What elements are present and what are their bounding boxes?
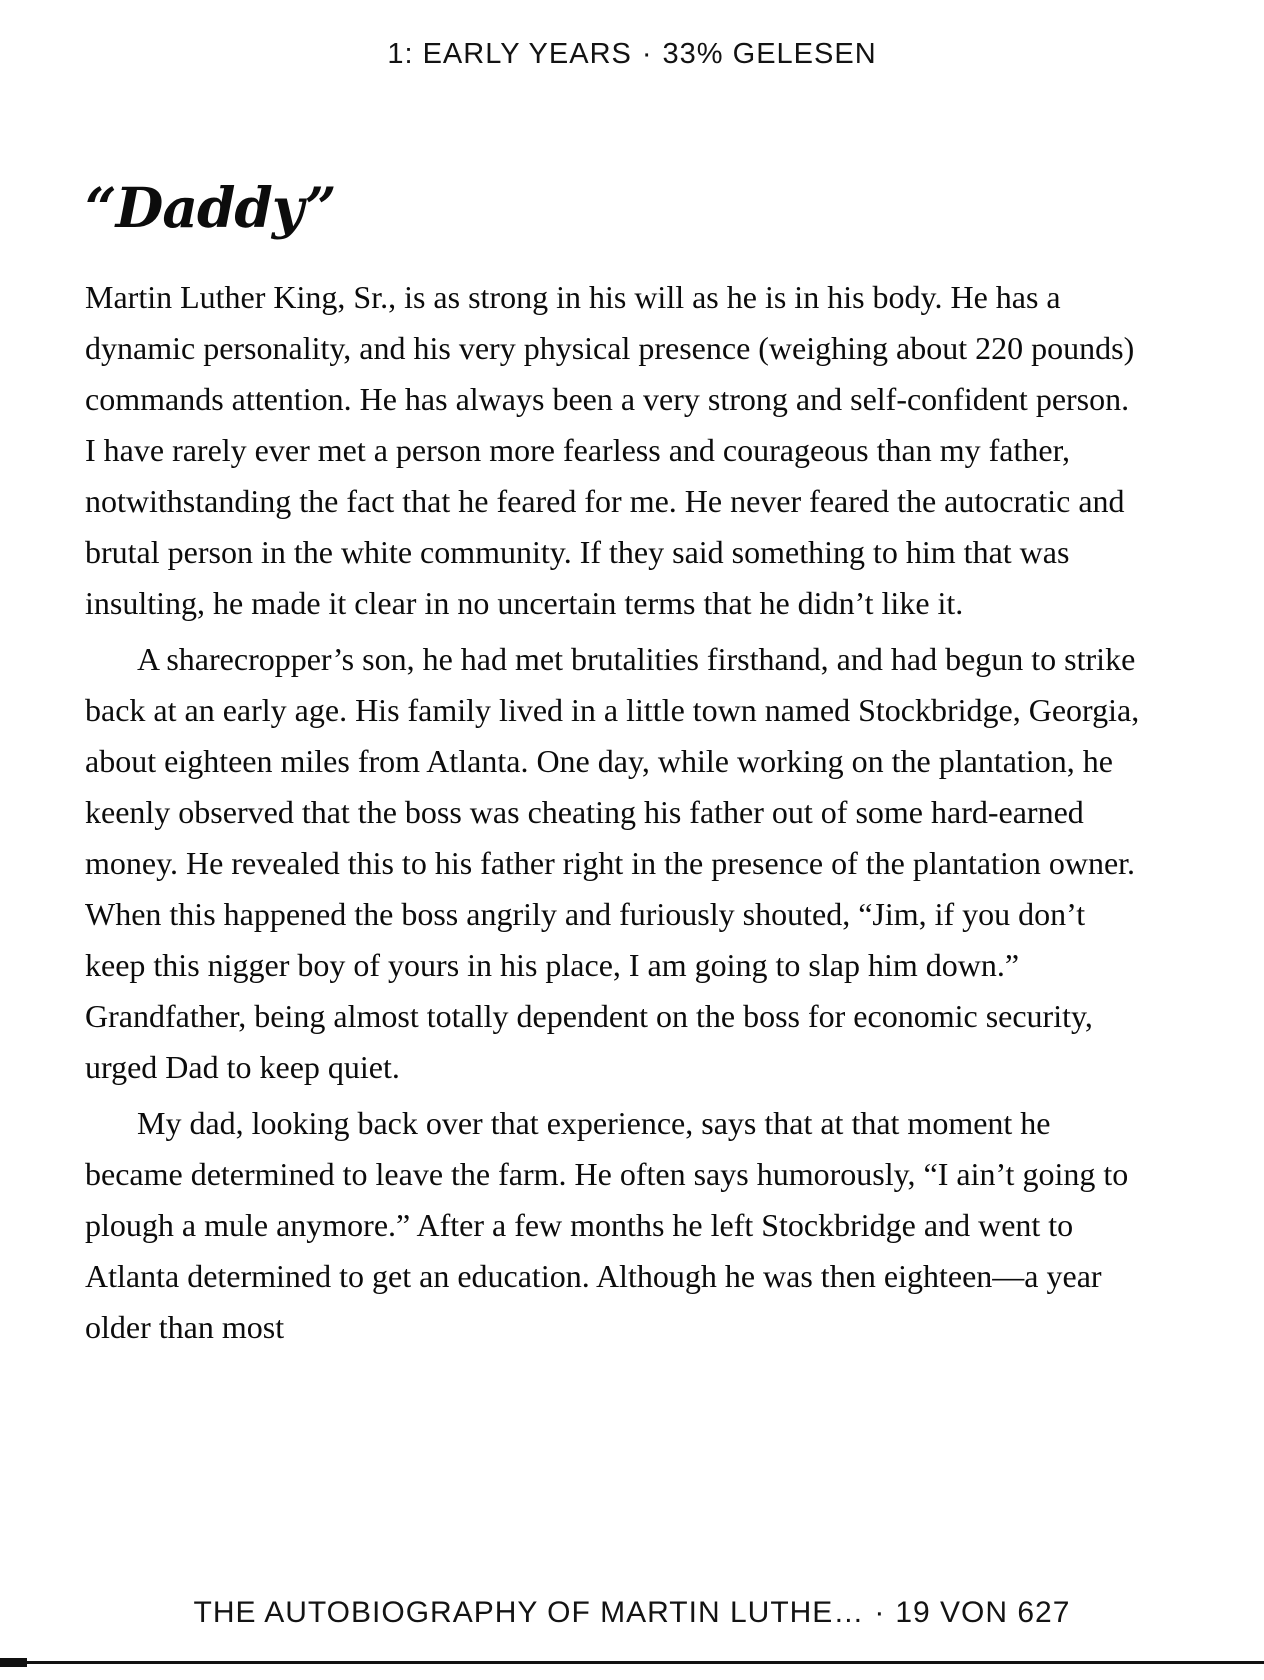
footer-page-position: 19 VON 627: [895, 1596, 1071, 1629]
header-chapter-label: 1: EARLY YEARS: [387, 38, 632, 70]
header-progress-label: 33% GELESEN: [662, 38, 877, 70]
reading-progress-track: [0, 1661, 1264, 1664]
header-separator: ·: [641, 38, 653, 70]
footer-separator: ·: [874, 1596, 886, 1629]
paragraph: Martin Luther King, Sr., is as strong in his will as he is in his body. He has a dynamic personality, and his very physical presence (weighing about 220 pounds) commands attention. He has always been a very strong and self-confident person. I have rarely ever met a person more fearless and courageous than my father, notwithstanding the fact that he feared for me. He never feared the autocratic and brutal person in the white community. If they said something to him that was insulting, he made it clear in no uncertain terms that he didn’t like it.: [85, 279, 1135, 621]
book-page: [85, 178, 1140, 1570]
reading-progress-bar[interactable]: [0, 1654, 1264, 1670]
paragraph: A sharecropper’s son, he had met brutalities firsthand, and had begun to strike back at an early age. His family lived in a little town named Stockbridge, Georgia, about eighteen miles from Atlanta. One day, while working on the plantation, he keenly observed that the boss was cheating his father out of some hard-earned money. He revealed this to his father right in the presence of the plantation owner. When this happened the boss angrily and furiously shouted, “Jim, if you don’t keep this nigger boy of yours in his place, I am going to slap him down.” Grandfather, being almost totally dependent on the boss for economic security, urged Dad to keep quiet.: [85, 641, 1140, 1085]
footer-book-title: THE AUTOBIOGRAPHY OF MARTIN LUTHE…: [193, 1596, 865, 1629]
chapter-title: “Daddy”: [85, 178, 336, 240]
paragraph: My dad, looking back over that experience, says that at that moment he became determined to leave the farm. He often says humorously, “I ain’t going to plough a mule anymore.” After a few months he left Stockbridge and went to Atlanta determined to get an education. Although he was then eighteen—a year older than most: [85, 1105, 1129, 1345]
reader-header: [0, 0, 1264, 71]
reading-progress-fill[interactable]: [0, 1658, 27, 1667]
reader-footer: [0, 1596, 1264, 1630]
